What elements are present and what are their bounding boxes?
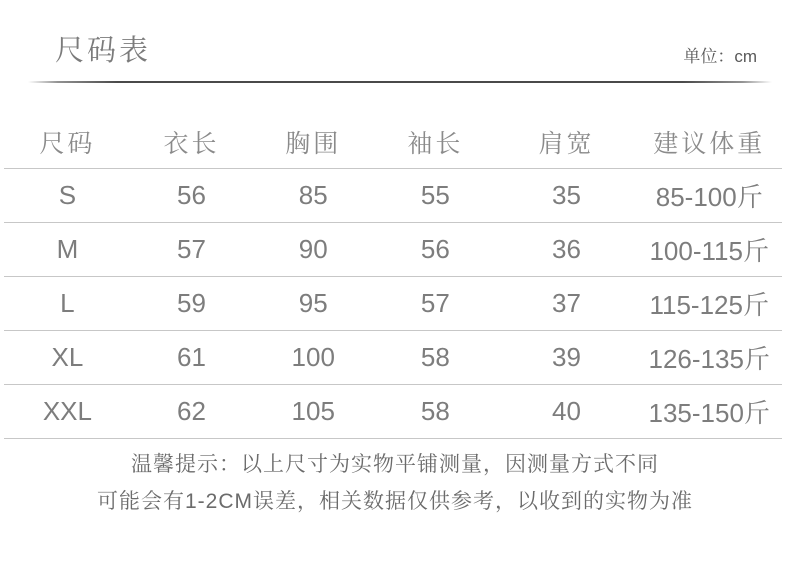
footer-note-line2: 可能会有1-2CM误差，相关数据仅供参考，以收到的实物为准 — [96, 490, 693, 513]
column-header-shoulder: 肩宽 — [538, 129, 595, 158]
cell-size: S — [58, 180, 77, 210]
footer-note — [0, 446, 790, 520]
column-header-sleeve: 袖长 — [407, 129, 464, 158]
column-header-length: 衣长 — [163, 129, 220, 158]
cell-size: XL — [51, 342, 84, 372]
table-row-xl — [4, 331, 782, 385]
cell-sleeve: 56 — [420, 234, 450, 264]
cell-shoulder: 36 — [552, 234, 581, 264]
cell-bust: 85 — [298, 180, 328, 210]
cell-sleeve: 58 — [420, 396, 450, 426]
column-header-bust: 胸围 — [285, 129, 342, 158]
unit-label: 单位：cm — [683, 47, 757, 66]
title-divider — [28, 81, 772, 83]
column-header-weight: 建议体重 — [653, 129, 766, 158]
table-header-row — [4, 115, 782, 169]
cell-bust: 100 — [291, 342, 335, 372]
footer-note-line1: 温馨提示：以上尺寸为实物平铺测量，因测量方式不同 — [131, 453, 659, 476]
cell-sleeve: 57 — [420, 288, 450, 318]
cell-size: XXL — [42, 396, 92, 426]
cell-weight: 100-115斤 — [649, 236, 769, 266]
cell-shoulder: 39 — [552, 342, 581, 372]
table-row-xxl — [4, 385, 782, 439]
cell-length: 61 — [177, 342, 206, 372]
cell-bust: 95 — [298, 288, 328, 318]
column-header-size: 尺码 — [39, 129, 96, 158]
cell-shoulder: 35 — [552, 180, 581, 210]
cell-length: 59 — [177, 288, 206, 318]
cell-shoulder: 37 — [552, 288, 581, 318]
cell-weight: 115-125斤 — [649, 290, 769, 320]
cell-sleeve: 58 — [420, 342, 450, 372]
cell-length: 56 — [177, 180, 206, 210]
cell-size: L — [60, 288, 75, 318]
cell-length: 62 — [177, 396, 206, 426]
cell-shoulder: 40 — [552, 396, 581, 426]
cell-bust: 105 — [291, 396, 335, 426]
cell-weight: 85-100斤 — [655, 182, 763, 212]
cell-sleeve: 55 — [420, 180, 450, 210]
cell-weight: 135-150斤 — [648, 398, 770, 428]
cell-bust: 90 — [298, 234, 328, 264]
cell-length: 57 — [177, 234, 206, 264]
size-table — [4, 115, 782, 439]
page-title: 尺码表 — [55, 35, 152, 67]
table-row-s — [4, 169, 782, 223]
cell-weight: 126-135斤 — [648, 344, 770, 374]
cell-size: M — [56, 234, 79, 264]
table-row-m — [4, 223, 782, 277]
table-row-l — [4, 277, 782, 331]
